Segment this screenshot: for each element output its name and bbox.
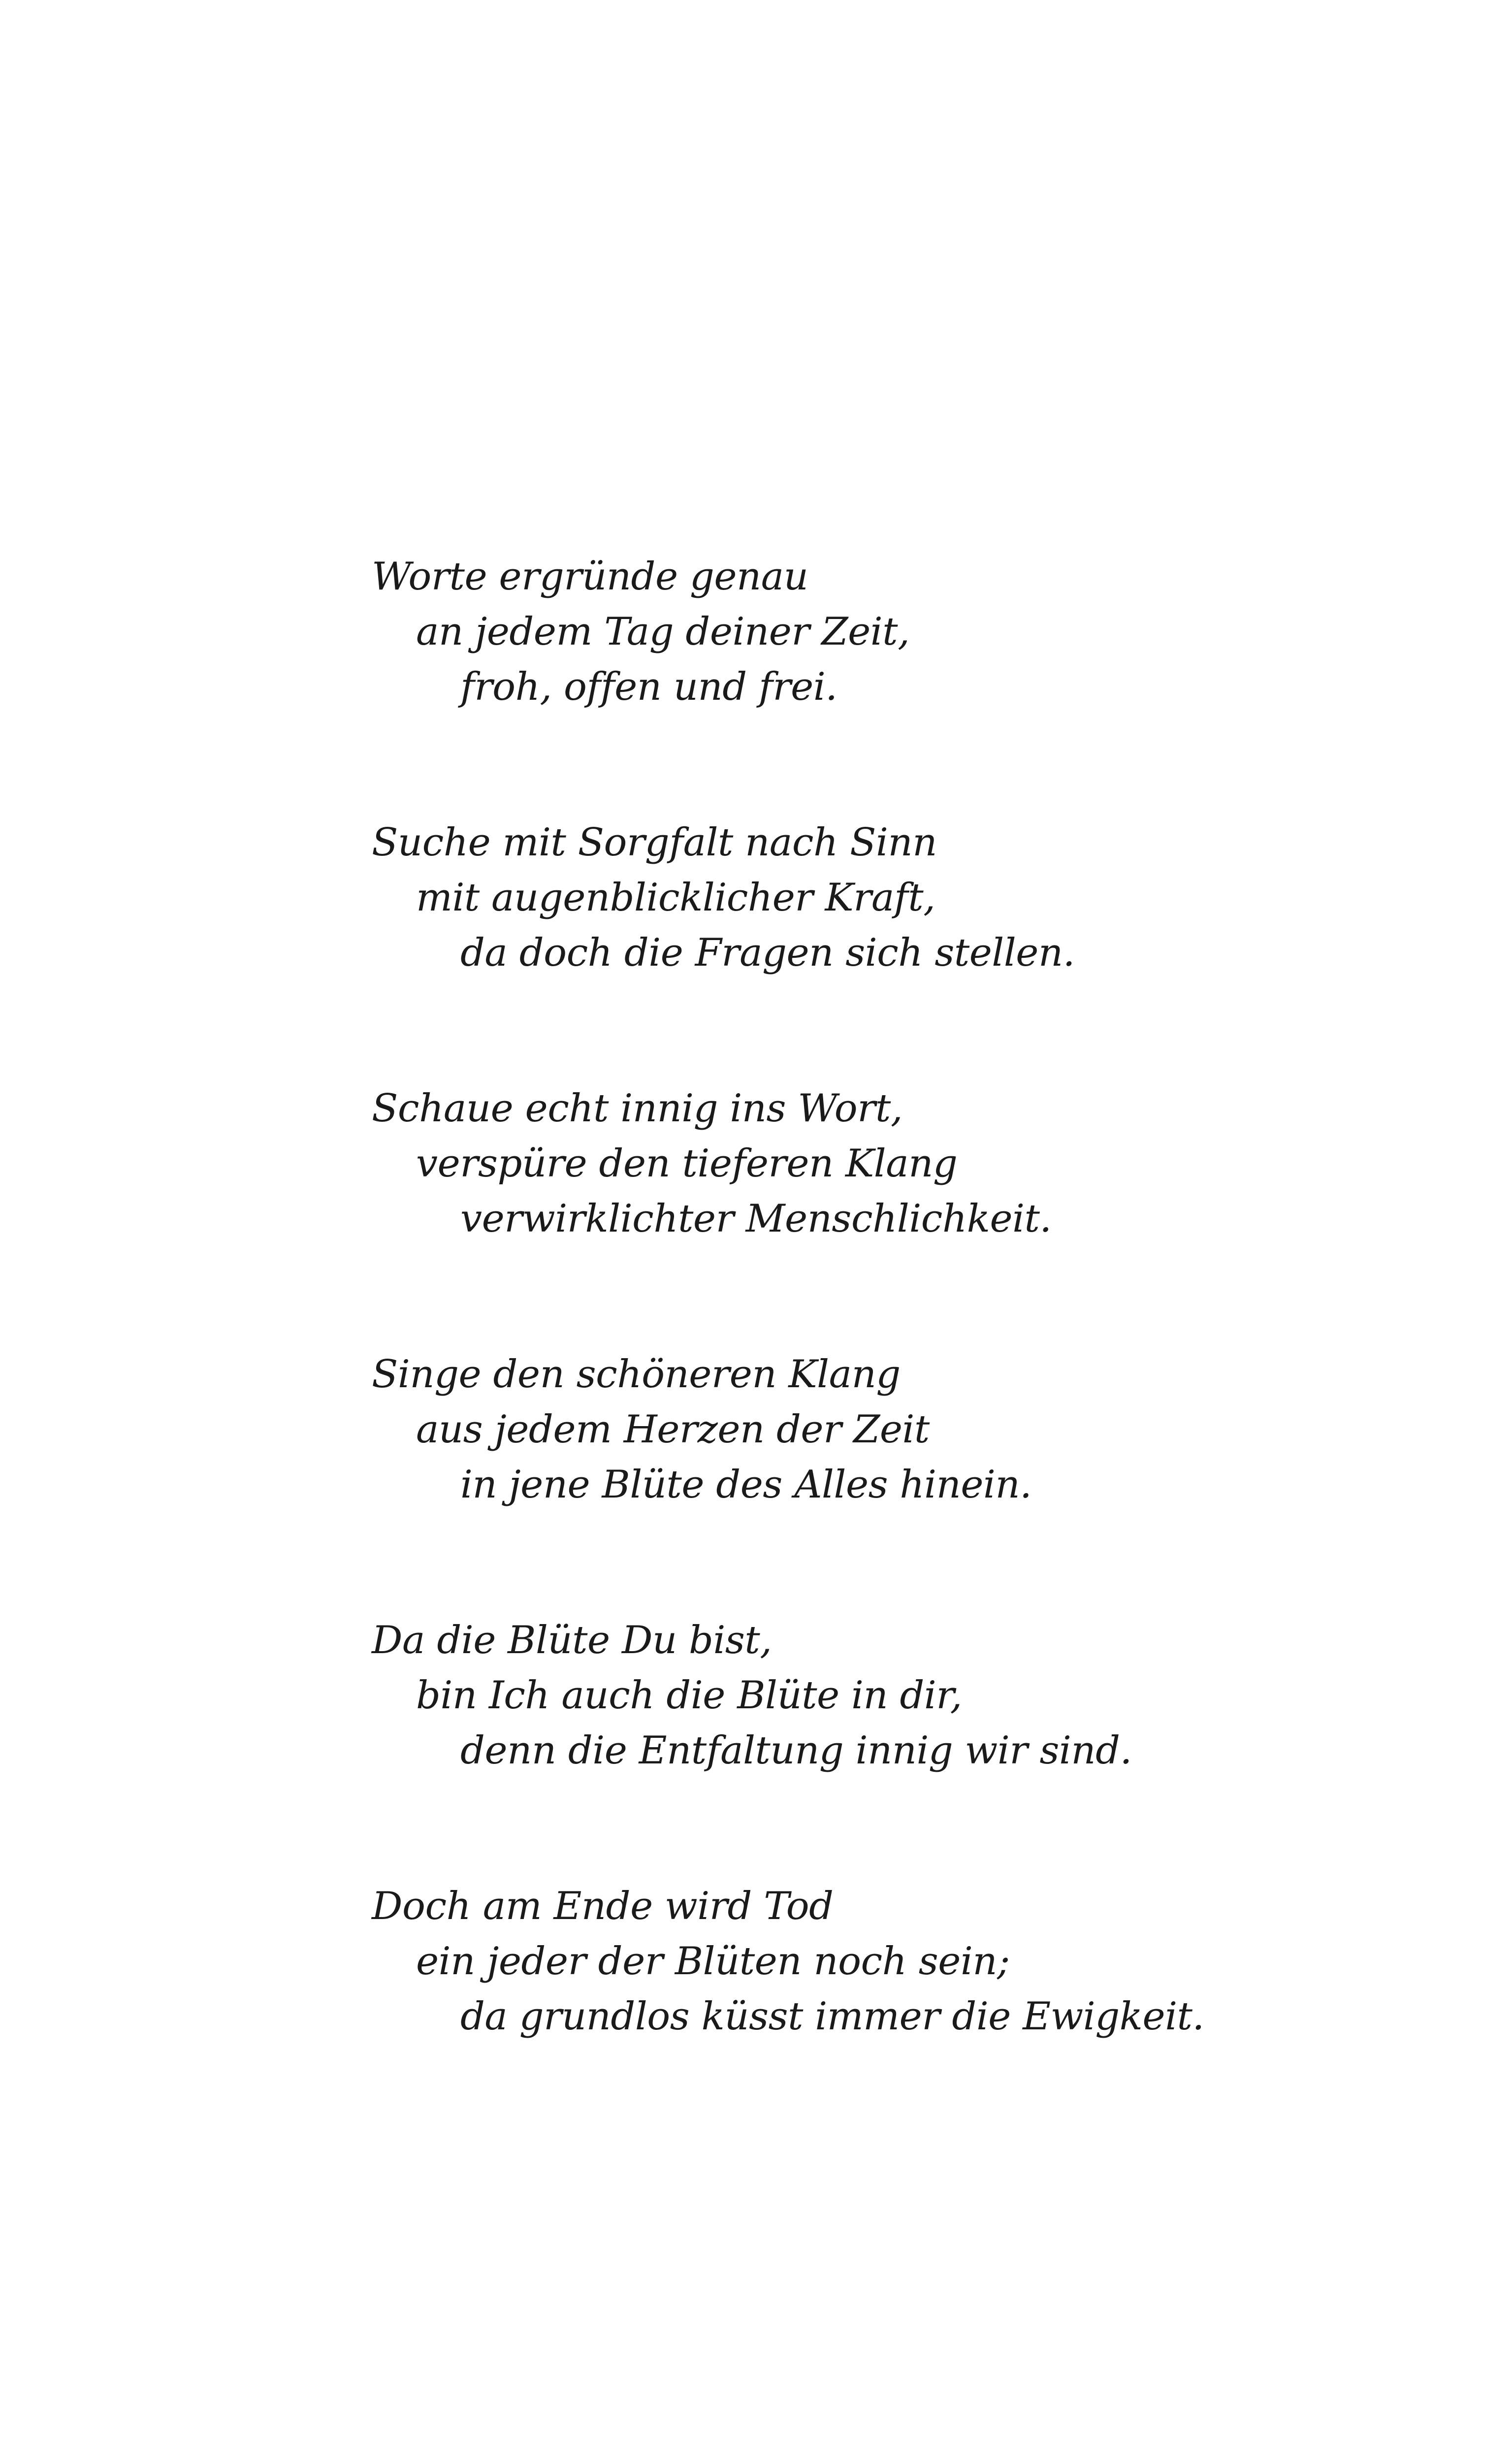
poem-line: Worte ergründe genau — [372, 554, 808, 599]
poem-line: Da die Blüte Du bist, — [372, 1618, 772, 1662]
stanza-3 — [372, 1081, 1406, 1246]
stanza-1 — [372, 549, 1406, 715]
poem-line: ein jeder der Blüten noch sein; — [416, 1939, 1010, 1984]
poem-line: aus jedem Herzen der Zeit — [416, 1407, 930, 1452]
poem-line: verspüre den tieferen Klang — [416, 1141, 958, 1186]
poem-line: froh, offen und frei. — [460, 665, 837, 709]
poem-line: an jedem Tag deiner Zeit, — [416, 610, 910, 654]
poem-line: verwirklichter Menschlichkeit. — [460, 1197, 1052, 1241]
poem-line: da grundlos küsst immer die Ewigkeit. — [460, 1994, 1204, 2039]
poem-line: Suche mit Sorgfalt nach Sinn — [372, 820, 937, 865]
poem-line: mit augenblicklicher Kraft, — [416, 876, 935, 920]
poem-line: Singe den schöneren Klang — [372, 1352, 901, 1397]
stanza-5 — [372, 1613, 1406, 1778]
poem — [372, 549, 1406, 2044]
poem-line: da doch die Fragen sich stellen. — [460, 931, 1075, 975]
poem-line: in jene Blüte des Alles hinein. — [460, 1463, 1032, 1507]
stanza-6 — [372, 1879, 1406, 2044]
stanza-2 — [372, 815, 1406, 980]
poem-line: bin Ich auch die Blüte in dir, — [416, 1673, 962, 1718]
stanza-4 — [372, 1347, 1406, 1512]
poem-line: Doch am Ende wird Tod — [372, 1884, 834, 1928]
poem-line: Schaue echt innig ins Wort, — [372, 1086, 903, 1131]
poem-line: denn die Entfaltung innig wir sind. — [460, 1728, 1132, 1773]
